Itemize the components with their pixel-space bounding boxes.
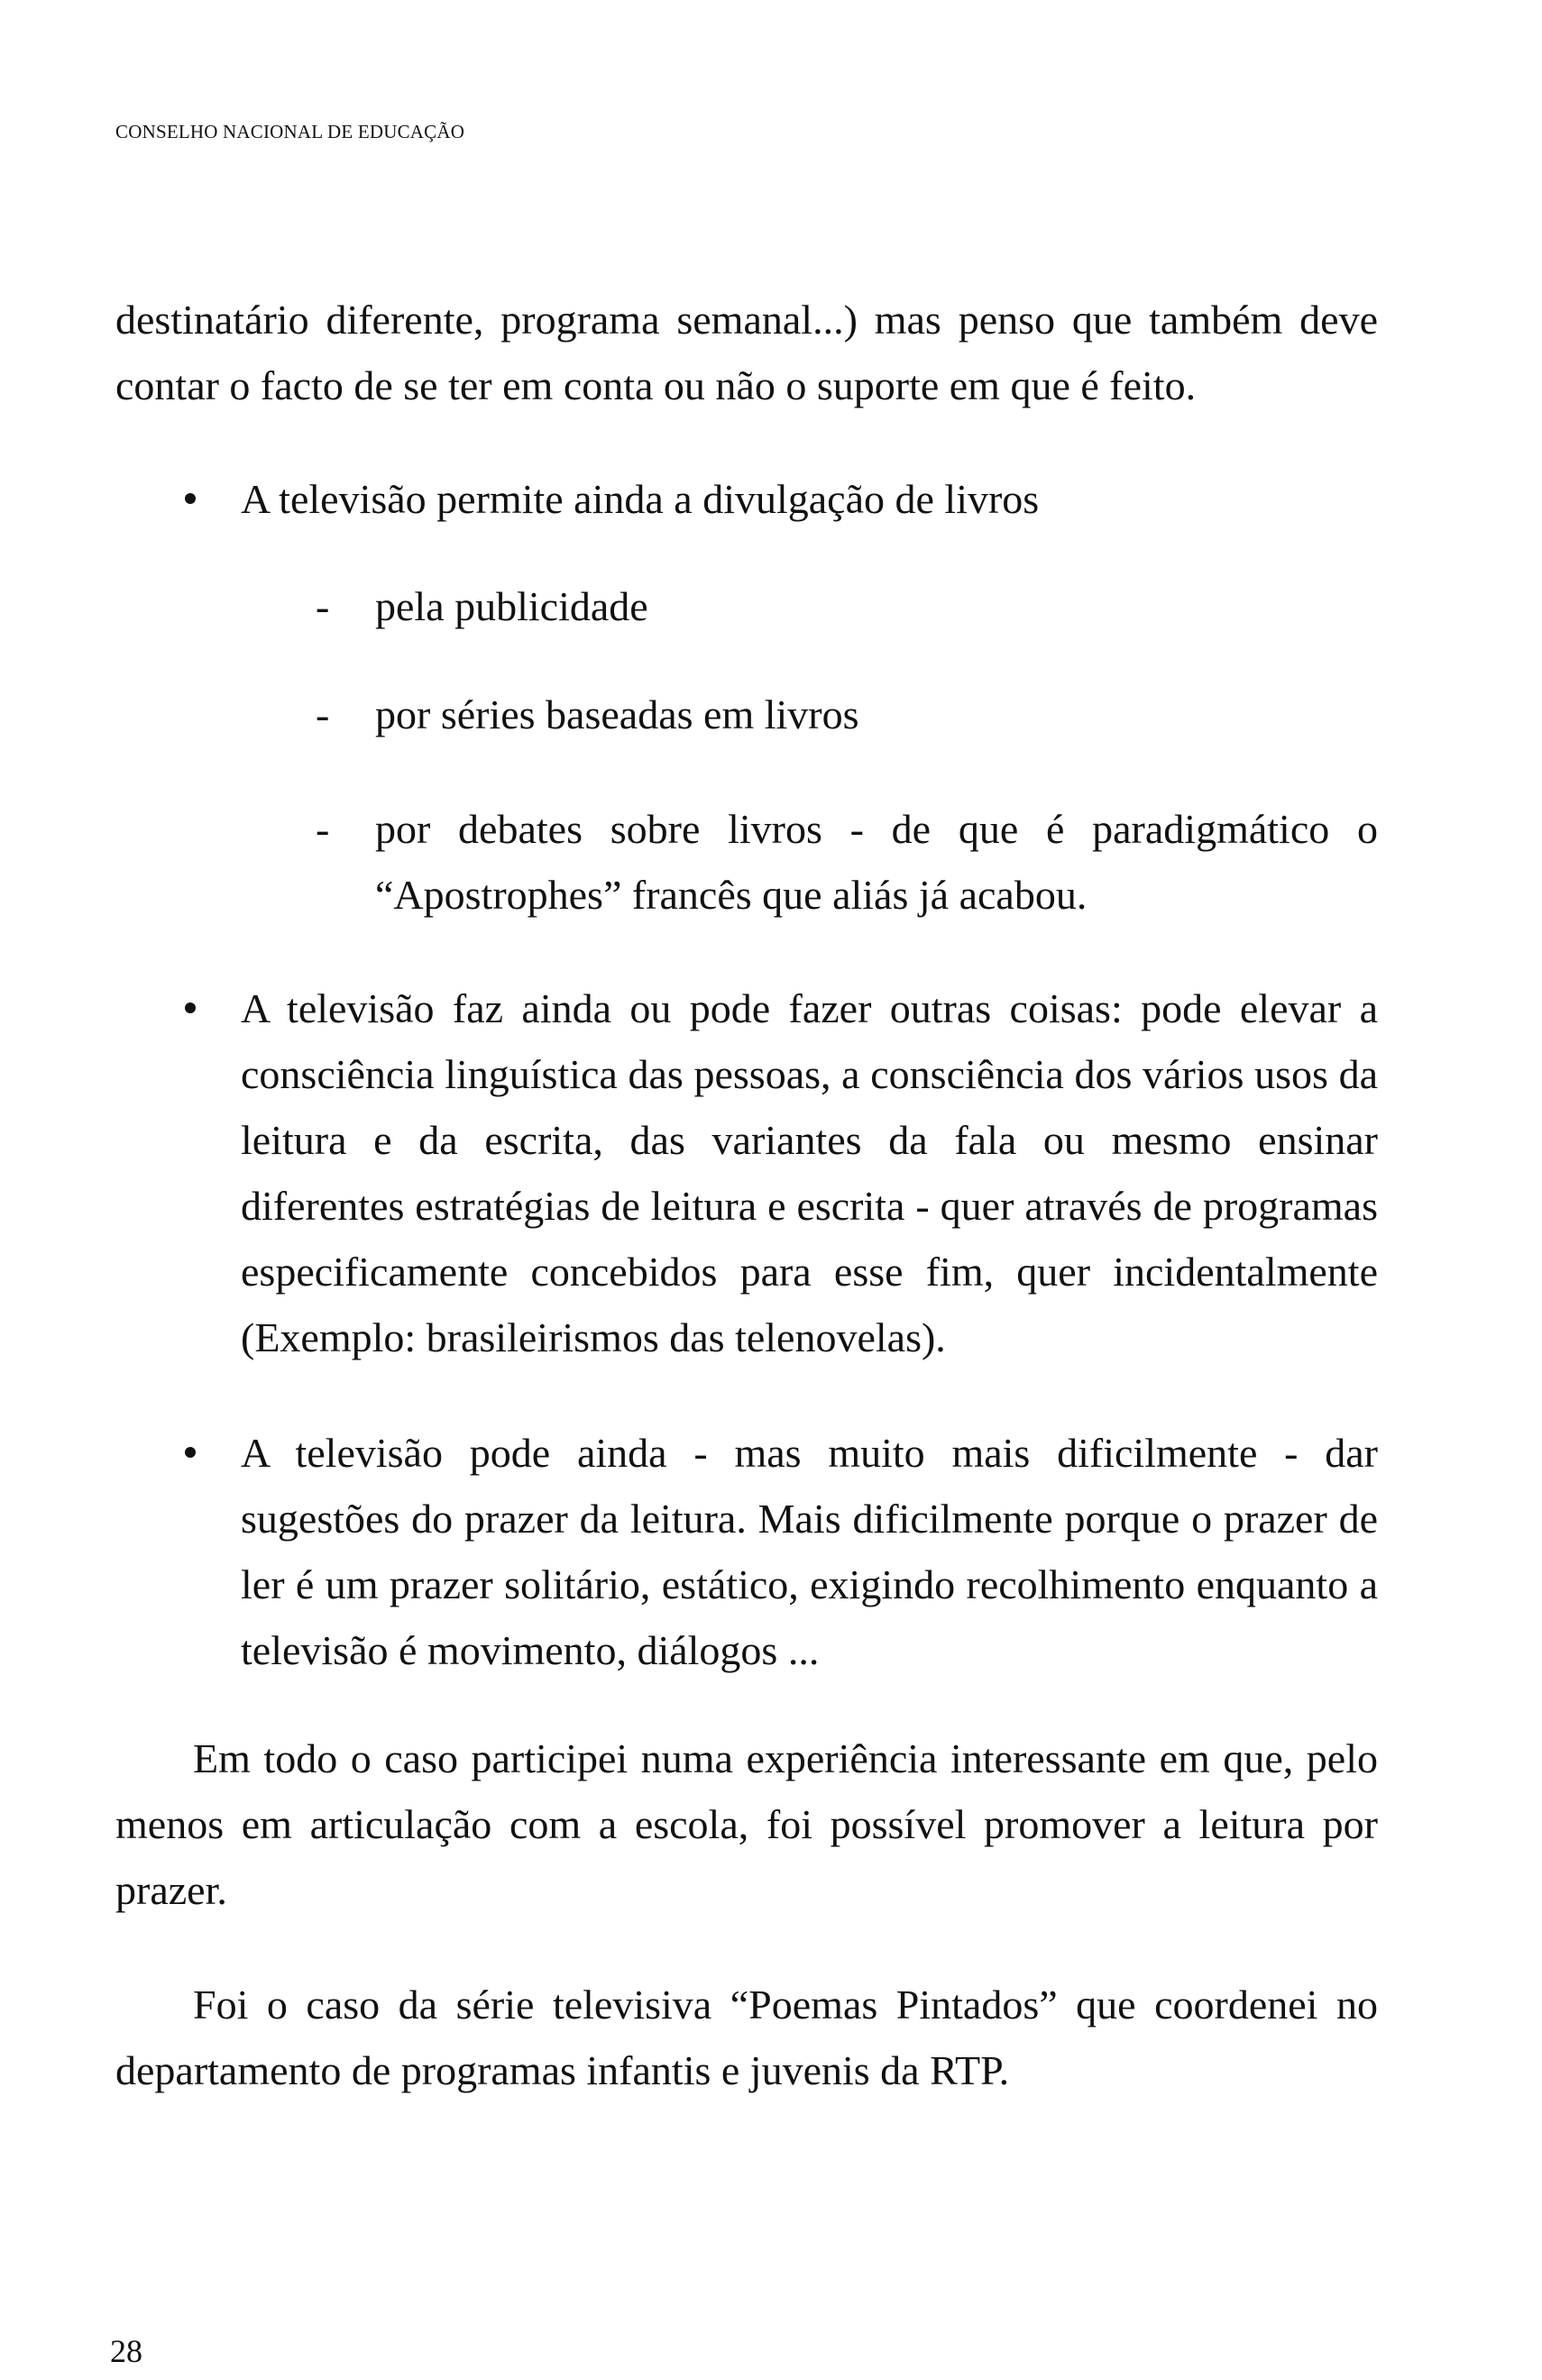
sub-item-3-text: por debates sobre livros - de que é paradigmático o “Apostrophes” francês que aliás já acabou.	[375, 806, 1378, 918]
sub-item-1-dash: -	[316, 583, 330, 629]
bullet-2-text: A televisão faz ainda ou pode fazer outras coisas: pode elevar a consciência linguística das pessoas, a consciência dos vários usos da leitura e da escrita, das variantes da fala ou mesmo ensinar diferentes estratégias de leitura e escrita - quer através de programas especificamente concebidos para esse fim, quer incidentalmente (Exemplo: brasileirismos das telenovelas).	[241, 985, 1378, 1360]
bullet-1-text: A televisão permite ainda a divulgação de livros	[241, 476, 1040, 522]
sub-item-3-dash: -	[316, 806, 330, 852]
sub-item-1-text: pela publicidade	[375, 583, 648, 629]
continuation-paragraph: destinatário diferente, programa semanal...) mas penso que também deve contar o facto de se ter em conta ou não o suporte em que é feito.	[115, 297, 1378, 408]
sub-item-2-text: por séries baseadas em livros	[375, 691, 859, 737]
sub-item-2-dash: -	[316, 691, 330, 737]
running-header: CONSELHO NACIONAL DE EDUCAÇÃO	[115, 121, 465, 142]
paragraph-1: Em todo o caso participei numa experiência interessante em que, pelo menos em articulação com a escola, foi possível promover a leitura por prazer.	[115, 1735, 1378, 1913]
bullet-1-dot	[185, 493, 196, 504]
page-number: 28	[110, 2333, 142, 2369]
paragraph-2: Foi o caso da série televisiva “Poemas Pintados” que coordenei no departamento de programas infantis e juvenis da RTP.	[115, 1982, 1378, 2093]
bullet-2-dot	[185, 1002, 196, 1013]
bullet-3-dot	[185, 1447, 196, 1458]
bullet-3-text: A televisão pode ainda - mas muito mais dificilmente - dar sugestões do prazer da leitura. Mais dificilmente porque o prazer de ler é um prazer solitário, estático, exigindo recolhimento enquanto a televisão é movimento, diálogos ...	[241, 1430, 1378, 1673]
